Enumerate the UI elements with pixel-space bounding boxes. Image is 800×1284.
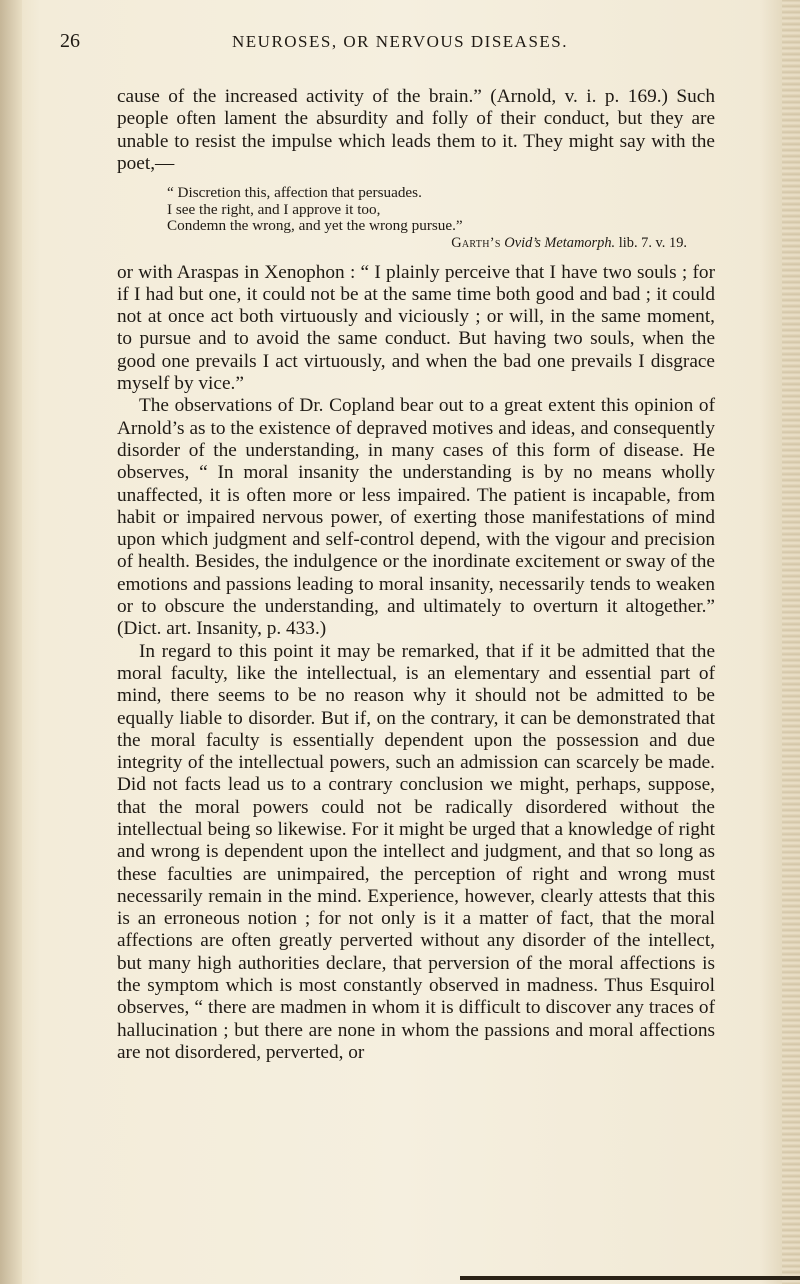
paragraph-2: or with Araspas in Xenophon : “ I plainly perceive that I have two souls ; for if I had but one, it could not be at the same time both good and bad ; it could not at once act both virtuously and viciously ; or will, in the same moment, to pursue and to avoid the same conduct. But having two souls, when the good one prevails I act virtuously, and when the bad one prevails I disgrace myself by vice.” (117, 261, 715, 395)
paragraph-4: In regard to this point it may be remarked, that if it be admitted that the moral faculty, like the intellectual, is an elementary and essential part of mind, there seems to be no reason why it should not be admitted to be equally liable to disorder. But if, on the contrary, it can be demonstrated that the moral faculty is essentially dependent upon the possession and due integrity of the intellectual powers, such an admission can scarcely be made. Did not facts lead us to a contrary conclusion we might, perhaps, suppose, that the moral powers could not be radically disordered without the intellectual being so likewise. For it might be urged that a knowledge of right and wrong is dependent upon the intellect and judgment, and that so long as these faculties are unimpaired, the perception of right and wrong must necessarily remain in the mind. Experience, however, clearly attests that this is an erroneous notion ; for not only is it a matter of fact, that the moral affections are often greatly perverted without any disorder of the intellect, but many high authorities declare, that perversion of the moral affections is the symptom which is most constantly observed in madness. Thus Esquirol observes, “ there are madmen in whom it is difficult to discover any traces of hallucination ; but there are none in whom the passions and moral affections are not disordered, perverted, or (117, 640, 715, 1063)
quote-line-1: “ Discretion this, affection that persuades. (167, 184, 422, 202)
citation-author: Garth’s (451, 234, 501, 251)
page-edge (782, 0, 800, 1284)
verse-quotation (167, 185, 687, 251)
citation-work: Ovid’s Metamorph. (504, 234, 616, 251)
quote-line-3: Condemn the wrong, and yet the wrong pursue.” (167, 217, 463, 235)
citation-ref: lib. 7. v. 19. (618, 234, 687, 251)
bottom-edge-shadow (460, 1276, 800, 1280)
quote-line-2: I see the right, and I approve it too, (167, 200, 381, 218)
paragraph-3: The observations of Dr. Copland bear out to a great extent this opinion of Arnold’s as to the existence of depraved motives and ideas, and consequently disorder of the understanding, in many cases of this form of disease. He observes, “ In moral insanity the understanding is by no means wholly unaffected, it is often more or less impaired. The patient is incapable, from habit or impaired nervous power, of exerting those manifestations of mind upon which judgment and self-control depend, with the vigour and precision of health. Besides, the indulgence or the inordinate excitement or sway of the emotions and passions leading to moral insanity, necessarily tends to weaken or to obscure the understanding, and ultimately to overturn it altogether.” (Dict. art. Insanity, p. 433.) (117, 395, 715, 640)
quote-citation (167, 235, 687, 252)
running-head: NEUROSES, OR NERVOUS DISEASES. (232, 32, 568, 51)
page-number: 26 (60, 30, 80, 52)
body-text (117, 86, 715, 1064)
page-header (60, 30, 740, 60)
paragraph-1: cause of the increased activity of the brain.” (Arnold, v. i. p. 169.) Such people often lament the absurdity and folly of their conduct, but they are unable to resist the impulse which leads them to it. They might say with the poet,— (117, 86, 715, 174)
page-spine-shadow (0, 0, 22, 1284)
